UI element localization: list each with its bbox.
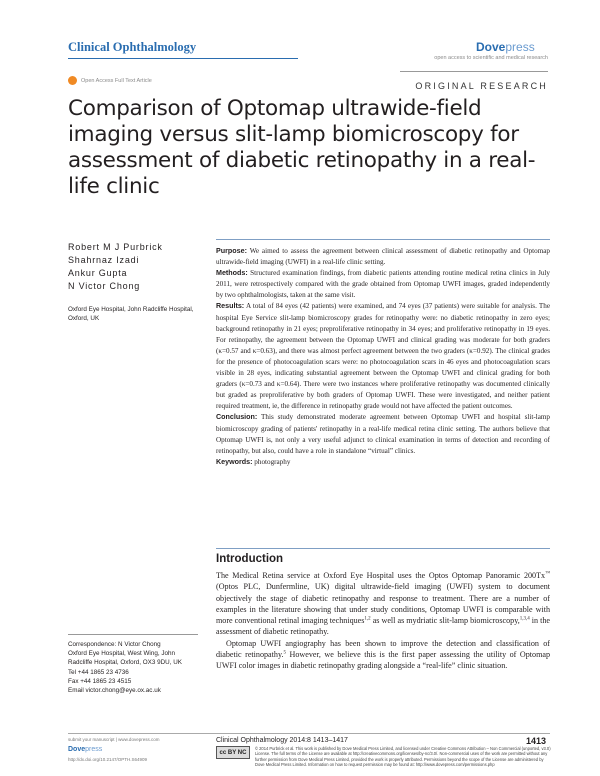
submit-manuscript-link[interactable]: submit your manuscript | www.dovepress.com: [68, 737, 160, 742]
article-type: ORIGINAL RESEARCH: [415, 81, 548, 91]
results-label: Results:: [216, 302, 245, 311]
conclusion-text: This study demonstrated moderate agreement between Optomap UWFI and hospital slit-lamp biomicroscopy grading of patients' retinopathy in a real-life medical retina clinic setting. The authors believe that Optomap UWFI is, not only a very useful adjunct to clinical examination in terms of detection and recording of retinopathy, but also, could have a role in standalone “virtual” clinics.: [216, 413, 550, 455]
abstract-methods: [216, 268, 550, 301]
abstract-purpose: [216, 246, 550, 268]
abstract-keywords: [216, 457, 550, 468]
license-text: © 2014 Purbrick et al. This work is published by Dove Medical Press Limited, and licensed under Creative Commons Attribution – Non Commercial (unported, v3.0) License. The full terms of the License are available at http://creativecommons.org/licenses/by-nc/3.0/. Non-commercial uses of the work are permitted without any further permission from Dove Medical Press Limited, provided the work is properly attributed. Permissions beyond the scope of the License are administered by Dove Medical Press Limited. Information on how to request permission may be found at: http://www.dovepress.com/permissions.php: [255, 746, 551, 767]
creative-commons-icon[interactable]: cc BY NC: [216, 746, 250, 759]
intro-text: (Optos PLC, Dunfermline, UK) digital ultrawide-field imaging (UWFI) system to document objectively the stage of diabetic retinopathy and response to treatment. There are a number of examples in the literature showing that under study conditions, Optomap UWFI is comparable with more conventional retinal imaging techniques: [216, 582, 550, 626]
author-name: Ankur Gupta: [68, 268, 128, 278]
intro-paragraph: [216, 638, 550, 672]
publisher-logo[interactable]: [476, 40, 535, 54]
open-access-lock-icon: [68, 76, 77, 85]
intro-text: in the assessment of diabetic retinopathy.: [216, 616, 551, 637]
correspondence-tel: Tel +44 1865 23 4736: [68, 668, 129, 676]
header-rule: [68, 58, 298, 59]
section-heading: Introduction: [216, 553, 284, 565]
citation-ref[interactable]: 5: [283, 650, 286, 656]
trademark-symbol: ™: [545, 571, 550, 577]
journal-name: Clinical Ophthalmology: [68, 40, 197, 54]
footer-dove: Dove: [68, 746, 86, 753]
citation-ref[interactable]: 1,2: [364, 616, 371, 622]
purpose-text: We aimed to assess the agreement between clinical assessment of diabetic retinopathy and Optomap ultrawide-field imaging (UWFI) in a real-life clinic setting.: [216, 247, 550, 267]
abstract-rule-top: [216, 239, 550, 240]
footer-rule: [68, 733, 550, 734]
correspondence-rule: [68, 634, 198, 635]
publisher-dove: Dove: [476, 40, 506, 54]
page-number: 1413: [526, 736, 547, 746]
abstract-results: [216, 301, 550, 412]
correspondence-fax: Fax +44 1865 23 4515: [68, 677, 132, 685]
publisher-tagline: open access to scientific and medical research: [434, 55, 548, 61]
results-text: A total of 84 eyes (42 patients) were examined, and 74 eyes (37 patients) were suitable for analysis. The hospital Eye Service slit-lamp biomicroscopy grades for retinopathy were: no diabetic retinopathy in zero eyes; background retinopathy in 21 eyes; preproliferative retinopathy in 34 eyes; and proliferative retinopathy in 19 eyes. For retinopathy, the agreement between the Optomap UWFI and clinical grading was moderate for both graders (κ=0.57 and κ=0.63), and there was almost perfect agreement between the two graders (κ=0.92). The clinical grades for the presence of photocoagulation scars were: no photocoagulation scars in 46 eyes and photocoagulation scars visible in 28 eyes, indicating substantial agreement between the Optomap UWFI and clinical grading for both graders (κ=0.73 and κ=0.64). There were two instances where proliferative retinopathy was documented clinically but graded as preproliferative by both graders of Optomap UWFI. These were investigated, and neither patient required treatment, ie, the difference in retinopathy grade would not have affected the patient outcomes.: [216, 302, 550, 411]
intro-text: The Medical Retina service at Oxford Eye Hospital uses the Optos Optomap Panoramic 200Tx: [216, 571, 546, 580]
keywords-label: Keywords:: [216, 457, 253, 466]
introduction-body: [216, 570, 550, 672]
correspondence-email[interactable]: Email victor.chong@eye.ox.ac.uk: [68, 687, 161, 695]
author-name: N Victor Chong: [68, 281, 141, 291]
publisher-press: press: [505, 40, 535, 54]
purpose-label: Purpose:: [216, 247, 247, 255]
footer-publisher-logo[interactable]: [68, 746, 102, 753]
abstract-rule-bottom: [216, 548, 550, 549]
doi-link[interactable]: http://dx.doi.org/10.2147/OPTH.S64909: [68, 757, 148, 762]
paper-title: Comparison of Optomap ultrawide-field imaging versus slit-lamp biomicroscopy for assessment of diabetic retinopathy in a real-life clinic: [68, 96, 536, 199]
footer-press: press: [85, 746, 103, 753]
footer-journal-citation: Clinical Ophthalmology 2014:8 1413–1417: [216, 737, 348, 744]
affiliation: Oxford Eye Hospital, John Radcliffe Hospital, Oxford, UK: [68, 306, 194, 322]
author-name: Shahrnaz Izadi: [68, 255, 140, 265]
article-type-rule: [400, 71, 548, 72]
intro-text: as well as mydriatic slit-lamp biomicroscopy,: [370, 616, 520, 626]
correspondence-label: Correspondence: N Victor Chong: [68, 641, 161, 648]
methods-label: Methods:: [216, 269, 248, 278]
correspondence: [68, 640, 213, 695]
methods-text: Structured examination findings, from diabetic patients attending routine medical retina clinics in July 2011, were retrospectively compared with the grade obtained from Optomap UWFI images, graded independently by two ophthalmologists, taken at the same visit.: [216, 269, 550, 300]
keywords-text: photography: [252, 457, 291, 466]
conclusion-label: Conclusion:: [216, 413, 258, 422]
correspondence-address: Oxford Eye Hospital, West Wing, John: [68, 650, 175, 658]
open-access-label: [68, 76, 152, 85]
open-access-text: Open Access Full Text Article: [81, 77, 152, 84]
intro-paragraph: [216, 570, 550, 638]
abstract: [216, 246, 550, 468]
intro-text: Optomap UWFI angiography has been shown to improve the detection and classification of diabetic retinopathy.: [216, 638, 550, 660]
correspondence-address: Radcliffe Hospital, Oxford, OX3 9DU, UK: [68, 659, 182, 667]
author-name: Robert M J Purbrick: [68, 242, 163, 252]
citation-ref[interactable]: 1,3,4: [519, 616, 530, 622]
intro-text: However, we believe this is the first paper assessing the utility of Optomap UWFI color images in diabetic retinopathy grading alongside a “real-life” clinic situation.: [216, 650, 551, 671]
abstract-conclusion: [216, 412, 550, 456]
